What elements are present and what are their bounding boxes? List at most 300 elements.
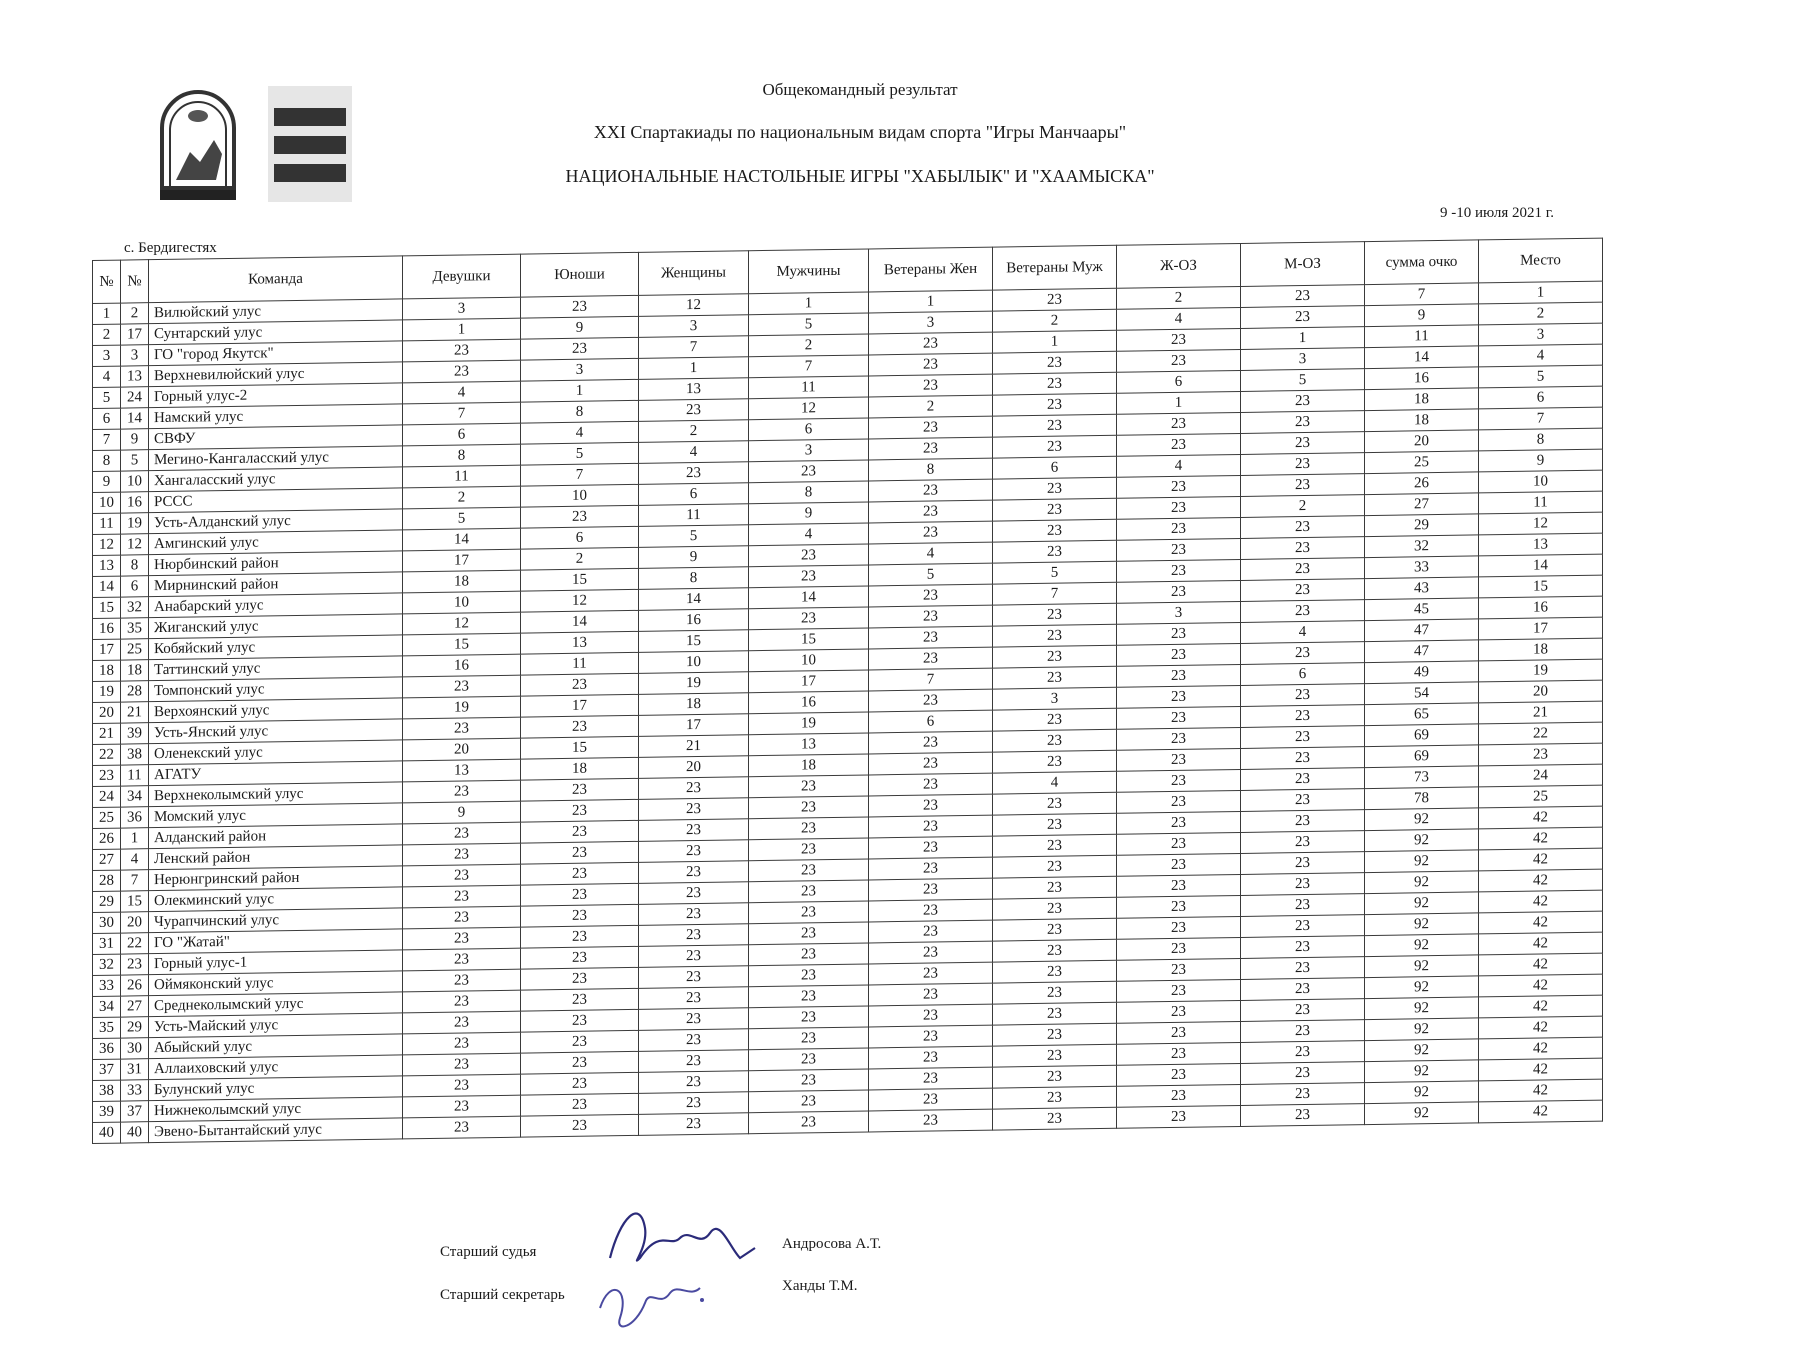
score-cell: 23	[993, 519, 1117, 542]
row-number-cell: 39	[121, 723, 149, 744]
score-cell: 92	[1365, 871, 1479, 894]
manchaary-games-logo	[156, 88, 240, 204]
row-number-cell: 8	[121, 555, 149, 576]
row-number-cell: 13	[121, 366, 149, 387]
team-name-cell: Усть-Алданский улус	[149, 509, 403, 534]
score-cell: 23	[869, 1046, 993, 1069]
score-cell: 92	[1365, 892, 1479, 915]
score-cell: 23	[521, 988, 639, 1011]
team-name-cell: Анабарский улус	[149, 593, 403, 618]
score-cell: 23	[403, 1032, 521, 1055]
score-cell: 5	[403, 507, 521, 530]
score-cell: 23	[869, 962, 993, 985]
score-cell: 1	[1479, 281, 1603, 304]
score-cell: 2	[749, 334, 869, 357]
score-cell: 42	[1479, 932, 1603, 955]
team-name-cell: Амгинский улус	[149, 530, 403, 555]
score-cell: 14	[1479, 554, 1603, 577]
score-cell: 42	[1479, 911, 1603, 934]
score-cell: 6	[403, 423, 521, 446]
score-cell: 5	[1479, 365, 1603, 388]
score-cell: 8	[521, 400, 639, 423]
score-cell: 23	[869, 689, 993, 712]
score-cell: 20	[1365, 430, 1479, 453]
score-cell: 23	[869, 920, 993, 943]
score-cell: 23	[1117, 517, 1241, 540]
score-cell: 23	[749, 901, 869, 924]
team-name-cell: Мегино-Кангаласский улус	[149, 446, 403, 471]
score-cell: 23	[749, 607, 869, 630]
score-cell: 23	[1117, 496, 1241, 519]
row-number-cell: 3	[121, 345, 149, 366]
score-cell: 23	[1117, 979, 1241, 1002]
score-cell: 23	[869, 479, 993, 502]
score-cell: 2	[521, 547, 639, 570]
score-cell: 8	[869, 458, 993, 481]
score-cell: 6	[639, 483, 749, 506]
column-header: сумма очко	[1365, 240, 1479, 285]
score-cell: 13	[1479, 533, 1603, 556]
score-cell: 23	[521, 295, 639, 318]
team-name-cell: Оленекский улус	[149, 740, 403, 765]
row-number-cell: 24	[121, 387, 149, 408]
score-cell: 92	[1365, 955, 1479, 978]
score-cell: 11	[639, 504, 749, 527]
score-cell: 4	[639, 441, 749, 464]
team-name-cell: Горный улус-1	[149, 950, 403, 975]
score-cell: 1	[639, 357, 749, 380]
score-cell: 10	[521, 484, 639, 507]
score-cell: 7	[993, 582, 1117, 605]
row-number-cell: 30	[93, 912, 121, 933]
score-cell: 23	[993, 1086, 1117, 1109]
score-cell: 23	[403, 1095, 521, 1118]
score-cell: 9	[749, 502, 869, 525]
score-cell: 23	[639, 1008, 749, 1031]
score-cell: 23	[403, 885, 521, 908]
team-name-cell: Усть-Янский улус	[149, 719, 403, 744]
score-cell: 23	[1117, 559, 1241, 582]
doc-subtitle: XXI Спартакиады по национальным видам спорта "Игры Манчаары"	[593, 122, 1127, 142]
score-cell: 23	[1117, 1084, 1241, 1107]
score-cell: 18	[403, 570, 521, 593]
row-number-cell: 27	[121, 996, 149, 1017]
team-name-cell: Хангаласский улус	[149, 467, 403, 492]
column-header: Мужчины	[749, 249, 869, 294]
score-cell: 10	[403, 591, 521, 614]
score-cell: 23	[1117, 769, 1241, 792]
score-cell: 1	[993, 330, 1117, 353]
team-name-cell: СВФУ	[149, 425, 403, 450]
score-cell: 1	[521, 379, 639, 402]
score-cell: 16	[1479, 596, 1603, 619]
score-cell: 4	[1117, 454, 1241, 477]
score-cell: 23	[403, 927, 521, 950]
score-cell: 7	[1365, 283, 1479, 306]
score-cell: 9	[639, 546, 749, 569]
score-cell: 23	[869, 605, 993, 628]
score-cell: 23	[749, 859, 869, 882]
score-cell: 23	[1117, 685, 1241, 708]
score-cell: 69	[1365, 724, 1479, 747]
score-cell: 2	[1479, 302, 1603, 325]
score-cell: 13	[521, 631, 639, 654]
score-cell: 23	[1117, 580, 1241, 603]
score-cell: 23	[1241, 1062, 1365, 1085]
score-cell: 2	[403, 486, 521, 509]
score-cell: 92	[1365, 913, 1479, 936]
score-cell: 23	[1117, 328, 1241, 351]
score-cell: 23	[993, 1065, 1117, 1088]
score-cell: 23	[1241, 537, 1365, 560]
score-cell: 23	[993, 477, 1117, 500]
score-cell: 23	[1117, 1105, 1241, 1128]
score-cell: 23	[639, 1113, 749, 1136]
score-cell: 6	[1117, 370, 1241, 393]
row-number-cell: 1	[93, 303, 121, 324]
score-cell: 15	[521, 568, 639, 591]
score-cell: 23	[749, 796, 869, 819]
score-cell: 19	[749, 712, 869, 735]
row-number-cell: 9	[93, 471, 121, 492]
score-cell: 73	[1365, 766, 1479, 789]
score-cell: 23	[639, 1071, 749, 1094]
score-cell: 23	[521, 967, 639, 990]
row-number-cell: 24	[93, 786, 121, 807]
score-cell: 23	[993, 1044, 1117, 1067]
score-cell: 23	[993, 288, 1117, 311]
score-cell: 23	[1241, 579, 1365, 602]
row-number-cell: 15	[93, 597, 121, 618]
score-cell: 23	[869, 1088, 993, 1111]
score-cell: 5	[1241, 369, 1365, 392]
score-cell: 42	[1479, 974, 1603, 997]
score-cell: 16	[1365, 367, 1479, 390]
column-header: №	[121, 260, 149, 303]
score-cell: 16	[749, 691, 869, 714]
row-number-cell: 40	[121, 1122, 149, 1143]
score-cell: 23	[1241, 684, 1365, 707]
score-cell: 42	[1479, 953, 1603, 976]
row-number-cell: 26	[121, 975, 149, 996]
score-cell: 2	[993, 309, 1117, 332]
row-number-cell: 5	[93, 387, 121, 408]
team-name-cell: Алданский район	[149, 824, 403, 849]
row-number-cell: 20	[93, 702, 121, 723]
score-cell: 23	[1241, 831, 1365, 854]
score-cell: 23	[1117, 349, 1241, 372]
team-name-cell: Верхоянский улус	[149, 698, 403, 723]
score-cell: 92	[1365, 808, 1479, 831]
score-cell: 23	[993, 897, 1117, 920]
score-cell: 23	[1117, 475, 1241, 498]
score-cell: 23	[749, 922, 869, 945]
score-cell: 14	[403, 528, 521, 551]
score-cell: 4	[1241, 621, 1365, 644]
score-cell: 3	[1241, 348, 1365, 371]
score-cell: 14	[521, 610, 639, 633]
score-cell: 23	[749, 1006, 869, 1029]
score-cell: 10	[639, 651, 749, 674]
results-table	[92, 238, 1603, 1144]
score-cell: 23	[749, 544, 869, 567]
row-number-cell: 34	[93, 996, 121, 1017]
score-cell: 33	[1365, 556, 1479, 579]
score-cell: 23	[403, 864, 521, 887]
score-cell: 23	[403, 1053, 521, 1076]
score-cell: 7	[869, 668, 993, 691]
score-cell: 23	[993, 960, 1117, 983]
score-cell: 23	[1241, 474, 1365, 497]
score-cell: 23	[993, 351, 1117, 374]
score-cell: 92	[1365, 976, 1479, 999]
score-cell: 23	[1117, 937, 1241, 960]
score-cell: 23	[403, 717, 521, 740]
score-cell: 23	[1117, 958, 1241, 981]
score-cell: 23	[1241, 936, 1365, 959]
score-cell: 23	[1241, 411, 1365, 434]
score-cell: 23	[993, 708, 1117, 731]
score-cell: 23	[403, 339, 521, 362]
score-cell: 17	[521, 694, 639, 717]
score-cell: 23	[521, 1114, 639, 1137]
score-cell: 92	[1365, 997, 1479, 1020]
score-cell: 23	[403, 360, 521, 383]
score-cell: 23	[1117, 664, 1241, 687]
chief-secretary-name: Ханды Т.М.	[782, 1278, 858, 1294]
team-name-cell: Таттинский улус	[149, 656, 403, 681]
score-cell: 23	[639, 966, 749, 989]
score-cell: 12	[639, 294, 749, 317]
team-name-cell: Булунский улус	[149, 1076, 403, 1101]
score-cell: 23	[869, 731, 993, 754]
score-cell: 23	[1117, 622, 1241, 645]
score-cell: 23	[869, 353, 993, 376]
team-name-cell: Чурапчинский улус	[149, 908, 403, 933]
row-number-cell: 16	[93, 618, 121, 639]
row-number-cell: 28	[93, 870, 121, 891]
row-number-cell: 34	[121, 786, 149, 807]
row-number-cell: 28	[121, 681, 149, 702]
score-cell: 23	[521, 841, 639, 864]
score-cell: 23	[1241, 516, 1365, 539]
score-cell: 23	[993, 834, 1117, 857]
score-cell: 6	[1241, 663, 1365, 686]
score-cell: 11	[1479, 491, 1603, 514]
team-name-cell: Момский улус	[149, 803, 403, 828]
score-cell: 26	[1365, 472, 1479, 495]
row-number-cell: 29	[121, 1017, 149, 1038]
score-cell: 23	[1117, 706, 1241, 729]
score-cell: 3	[1479, 323, 1603, 346]
score-cell: 32	[1365, 535, 1479, 558]
score-cell: 7	[403, 402, 521, 425]
column-header: Команда	[149, 256, 403, 303]
score-cell: 23	[1241, 390, 1365, 413]
column-header: Ж-ОЗ	[1117, 243, 1241, 288]
score-cell: 23	[1241, 1083, 1365, 1106]
score-cell: 23	[749, 1090, 869, 1113]
row-number-cell: 12	[93, 534, 121, 555]
score-cell: 49	[1365, 661, 1479, 684]
score-cell: 8	[1479, 428, 1603, 451]
score-cell: 19	[639, 672, 749, 695]
score-cell: 13	[639, 378, 749, 401]
score-cell: 6	[749, 418, 869, 441]
score-cell: 23	[1117, 895, 1241, 918]
handwritten-signatures	[590, 1188, 770, 1338]
score-cell: 23	[403, 1116, 521, 1139]
score-cell: 23	[1241, 726, 1365, 749]
row-number-cell: 25	[121, 639, 149, 660]
row-number-cell: 7	[93, 429, 121, 450]
doc-title: Общекомандный результат	[762, 80, 958, 99]
score-cell: 1	[869, 290, 993, 313]
score-cell: 23	[403, 969, 521, 992]
score-cell: 4	[993, 771, 1117, 794]
score-cell: 17	[403, 549, 521, 572]
score-cell: 23	[993, 918, 1117, 941]
score-cell: 47	[1365, 619, 1479, 642]
team-name-cell: Горный улус-2	[149, 383, 403, 408]
score-cell: 23	[993, 981, 1117, 1004]
score-cell: 23	[869, 332, 993, 355]
row-number-cell: 25	[93, 807, 121, 828]
score-cell: 8	[403, 444, 521, 467]
score-cell: 23	[993, 372, 1117, 395]
score-cell: 23	[639, 777, 749, 800]
score-cell: 65	[1365, 703, 1479, 726]
score-cell: 23	[749, 985, 869, 1008]
row-number-cell: 36	[121, 807, 149, 828]
score-cell: 23	[1241, 810, 1365, 833]
team-name-cell: Сунтарский улус	[149, 320, 403, 345]
score-cell: 13	[749, 733, 869, 756]
row-number-cell: 10	[121, 471, 149, 492]
score-cell: 15	[639, 630, 749, 653]
score-cell: 5	[639, 525, 749, 548]
score-cell: 20	[639, 756, 749, 779]
score-cell: 23	[521, 904, 639, 927]
score-cell: 6	[1479, 386, 1603, 409]
team-name-cell: Мирнинский район	[149, 572, 403, 597]
row-number-cell: 35	[121, 618, 149, 639]
score-cell: 23	[869, 1025, 993, 1048]
score-cell: 15	[1479, 575, 1603, 598]
score-cell: 23	[403, 843, 521, 866]
score-cell: 23	[1241, 705, 1365, 728]
chief-judge-name: Андросова А.Т.	[782, 1236, 882, 1252]
row-number-cell: 4	[93, 366, 121, 387]
column-header: Девушки	[403, 254, 521, 299]
score-cell: 23	[1241, 873, 1365, 896]
row-number-cell: 23	[93, 765, 121, 786]
row-number-cell: 14	[93, 576, 121, 597]
score-cell: 18	[749, 754, 869, 777]
score-cell: 23	[993, 540, 1117, 563]
score-cell: 23	[1241, 1104, 1365, 1127]
row-number-cell: 26	[93, 828, 121, 849]
score-cell: 23	[993, 876, 1117, 899]
score-cell: 14	[639, 588, 749, 611]
score-cell: 23	[1241, 432, 1365, 455]
row-number-cell: 37	[93, 1059, 121, 1080]
score-cell: 23	[1241, 306, 1365, 329]
score-cell: 23	[521, 778, 639, 801]
team-name-cell: Верхнеколымский улус	[149, 782, 403, 807]
score-cell: 23	[521, 925, 639, 948]
row-number-cell: 11	[93, 513, 121, 534]
score-cell: 15	[749, 628, 869, 651]
team-name-cell: ГО "город Якутск"	[149, 341, 403, 366]
row-number-cell: 36	[93, 1038, 121, 1059]
sport-norma-zhizni-logo	[268, 86, 352, 202]
score-cell: 23	[521, 946, 639, 969]
score-cell: 19	[403, 696, 521, 719]
score-cell: 23	[869, 1004, 993, 1027]
score-cell: 23	[1241, 453, 1365, 476]
score-cell: 6	[521, 526, 639, 549]
team-name-cell: Верхневилюйский улус	[149, 362, 403, 387]
score-cell: 5	[993, 561, 1117, 584]
row-number-cell: 32	[121, 597, 149, 618]
row-number-cell: 8	[93, 450, 121, 471]
score-cell: 23	[869, 626, 993, 649]
score-cell: 45	[1365, 598, 1479, 621]
score-cell: 23	[639, 819, 749, 842]
score-cell: 5	[521, 442, 639, 465]
score-cell: 92	[1365, 1081, 1479, 1104]
score-cell: 23	[993, 939, 1117, 962]
column-header: Место	[1479, 238, 1603, 283]
score-cell: 23	[993, 813, 1117, 836]
team-name-cell: Вилюйский улус	[149, 299, 403, 324]
score-cell: 23	[993, 1107, 1117, 1130]
score-cell: 11	[521, 652, 639, 675]
score-cell: 23	[749, 1069, 869, 1092]
score-cell: 23	[869, 794, 993, 817]
score-cell: 10	[749, 649, 869, 672]
score-cell: 9	[1365, 304, 1479, 327]
score-cell: 23	[1241, 558, 1365, 581]
score-cell: 23	[993, 1002, 1117, 1025]
score-cell: 25	[1365, 451, 1479, 474]
row-number-cell: 39	[93, 1101, 121, 1122]
score-cell: 10	[1479, 470, 1603, 493]
score-cell: 23	[869, 752, 993, 775]
score-cell: 25	[1479, 785, 1603, 808]
row-number-cell: 7	[121, 870, 149, 891]
row-number-cell: 6	[121, 576, 149, 597]
score-cell: 2	[1241, 495, 1365, 518]
score-cell: 23	[1117, 538, 1241, 561]
team-name-cell: Жиганский улус	[149, 614, 403, 639]
row-number-cell: 3	[93, 345, 121, 366]
row-number-cell: 16	[121, 492, 149, 513]
score-cell: 19	[1479, 659, 1603, 682]
score-cell: 7	[639, 336, 749, 359]
event-location: с. Бердигестях	[124, 240, 217, 256]
score-cell: 3	[869, 311, 993, 334]
score-cell: 92	[1365, 1039, 1479, 1062]
score-cell: 23	[1241, 999, 1365, 1022]
score-cell: 18	[639, 693, 749, 716]
score-cell: 23	[639, 903, 749, 926]
column-header: Женщины	[639, 251, 749, 296]
row-number-cell: 13	[93, 555, 121, 576]
row-number-cell: 27	[93, 849, 121, 870]
score-cell: 23	[521, 883, 639, 906]
